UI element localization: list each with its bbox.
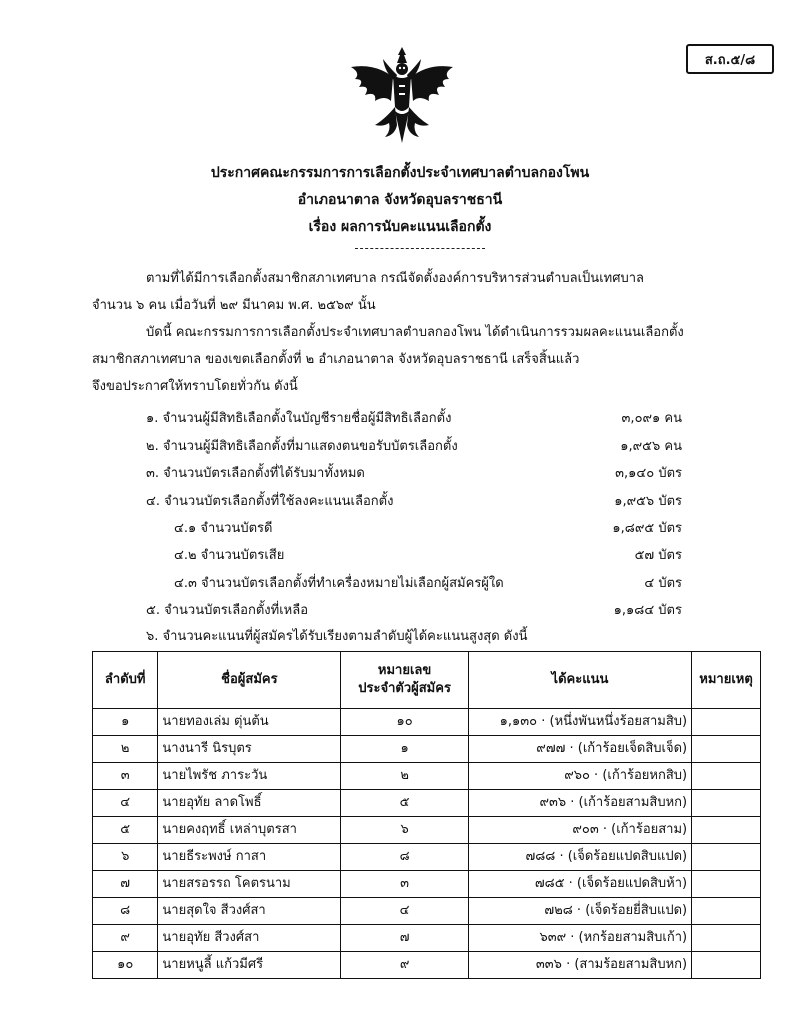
row-name: นายสุดใจ สีวงศ์สา [158, 898, 341, 925]
row-note [692, 898, 761, 925]
row-score: ๗๘๘ · (เจ็ดร้อยแปดสิบแปด) [468, 844, 691, 871]
table-row [93, 871, 761, 898]
row-no: ๑ [93, 709, 158, 736]
row-number: ๑๐ [341, 709, 468, 736]
results-table [92, 651, 761, 979]
row-score: ๙๐๓ · (เก้าร้อยสาม) [468, 817, 691, 844]
item-value: ๑,๙๕๖ คน [620, 439, 682, 454]
row-number: ๒ [341, 763, 468, 790]
row-note [692, 817, 761, 844]
item-label: ๖. จำนวนคะแนนที่ผู้สมัครได้รับเรียงตามลำดับผู้ได้คะแนนสูงสุด ดังนี้ [146, 629, 528, 644]
row-note [692, 790, 761, 817]
table-row [93, 898, 761, 925]
row-number: ๘ [341, 844, 468, 871]
row-no: ๘ [93, 898, 158, 925]
row-number: ๔ [341, 898, 468, 925]
garuda-emblem-icon [345, 45, 460, 147]
row-no: ๗ [93, 871, 158, 898]
item-label: ๑. จำนวนผู้มีสิทธิเลือกตั้งในบัญชีรายชื่อผู้มีสิทธิเลือกตั้ง [146, 411, 452, 426]
row-name: นายทองเล่ม ตุ่นต้น [158, 709, 341, 736]
item-value: ๑,๘๙๕ บัตร [612, 521, 682, 536]
item-label: ๕. จำนวนบัตรเลือกตั้งที่เหลือ [146, 603, 309, 618]
row-name: นายอุทัย ลาดโพธิ์ [158, 790, 341, 817]
row-score: ๖๓๙ · (หกร้อยสามสิบเก้า) [468, 925, 691, 952]
table-row [93, 736, 761, 763]
row-no: ๙ [93, 925, 158, 952]
row-number: ๖ [341, 817, 468, 844]
row-note [692, 709, 761, 736]
row-name: นายอุทัย สีวงศ์สา [158, 925, 341, 952]
table-row [93, 790, 761, 817]
item-value: ๕๗ บัตร [634, 548, 682, 563]
row-name: นายคงฤทธิ์ เหล่าบุตรสา [158, 817, 341, 844]
header-title-line-1: ประกาศคณะกรรมการการเลือกตั้งประจำเทศบาลตำบลกองโพน [210, 165, 590, 181]
row-no: ๖ [93, 844, 158, 871]
row-number: ๕ [341, 790, 468, 817]
item-label: ๔. จำนวนบัตรเลือกตั้งที่ใช้ลงคะแนนเลือกตั้ง [146, 494, 394, 509]
item-label: ๓. จำนวนบัตรเลือกตั้งที่ได้รับมาทั้งหมด [146, 466, 365, 481]
column-header-score: ได้คะแนน [468, 652, 691, 709]
row-score: ๗๒๘ · (เจ็ดร้อยยี่สิบแปด) [468, 898, 691, 925]
column-header-no: ลำดับที่ [93, 652, 158, 709]
row-note [692, 844, 761, 871]
table-row [93, 709, 761, 736]
row-score: ๙๗๗ · (เก้าร้อยเจ็ดสิบเจ็ด) [468, 736, 691, 763]
paragraph-2-line-3: จึงขอประกาศให้ทราบโดยทั่วกัน ดังนี้ [92, 379, 298, 394]
paragraph-1-line-1: ตามที่ได้มีการเลือกตั้งสมาชิกสภาเทศบาล กรณีจัดตั้งองค์การบริหารส่วนตำบลเป็นเทศบาล [146, 271, 644, 286]
item-value: ๓,๐๙๑ คน [621, 411, 682, 426]
row-number: ๗ [341, 925, 468, 952]
table-row [93, 952, 761, 979]
item-label: ๔.๓ จำนวนบัตรเลือกตั้งที่ทำเครื่องหมายไม่เลือกผู้สมัครผู้ใด [174, 576, 504, 591]
header-title-line-3: เรื่อง ผลการนับคะแนนเลือกตั้ง [308, 219, 492, 235]
item-value: ๑,๑๘๔ บัตร [613, 603, 682, 618]
table-row [93, 763, 761, 790]
row-number: ๑ [341, 736, 468, 763]
item-label: ๒. จำนวนผู้มีสิทธิเลือกตั้งที่มาแสดงตนขอรับบัตรเลือกตั้ง [146, 439, 458, 454]
row-number: ๓ [341, 871, 468, 898]
row-score: ๗๘๕ · (เจ็ดร้อยแปดสิบห้า) [468, 871, 691, 898]
table-row [93, 817, 761, 844]
row-name: นางนารี นิรบุตร [158, 736, 341, 763]
column-header-number [341, 652, 468, 709]
row-name: นายหนูลี้ แก้วมีศรี [158, 952, 341, 979]
column-header-note: หมายเหตุ [692, 652, 761, 709]
row-number: ๙ [341, 952, 468, 979]
row-note [692, 763, 761, 790]
row-no: ๑๐ [93, 952, 158, 979]
row-name: นายไพรัช ภาระวัน [158, 763, 341, 790]
header-separator [355, 248, 485, 249]
table-row [93, 925, 761, 952]
header-title-line-2: อำเภอนาตาล จังหวัดอุบลราชธานี [297, 192, 503, 208]
row-name: นายสรอรรถ โคตรนาม [158, 871, 341, 898]
column-header-name: ชื่อผู้สมัคร [158, 652, 341, 709]
column-header-number-line-1: หมายเลข [377, 663, 432, 678]
row-no: ๒ [93, 736, 158, 763]
paragraph-2-line-2: สมาชิกสภาเทศบาล ของเขตเลือกตั้งที่ ๒ อำเภอนาตาล จังหวัดอุบลราชธานี เสร็จสิ้นแล้ว [92, 352, 580, 367]
row-no: ๓ [93, 763, 158, 790]
row-note [692, 925, 761, 952]
row-score: ๓๓๖ · (สามร้อยสามสิบหก) [468, 952, 691, 979]
row-score: ๑,๑๓๐ · (หนึ่งพันหนึ่งร้อยสามสิบ) [468, 709, 691, 736]
row-note [692, 736, 761, 763]
row-note [692, 871, 761, 898]
row-score: ๙๓๖ · (เก้าร้อยสามสิบหก) [468, 790, 691, 817]
row-no: ๕ [93, 817, 158, 844]
item-value: ๔ บัตร [644, 576, 682, 591]
table-row [93, 844, 761, 871]
column-header-number-line-2: ประจำตัวผู้สมัคร [358, 681, 451, 696]
paragraph-1-line-2: จำนวน ๖ คน เมื่อวันที่ ๒๙ มีนาคม พ.ศ. ๒๕๖๙ นั้น [92, 298, 376, 313]
item-value: ๓,๑๔๐ บัตร [615, 466, 682, 481]
paragraph-2-line-1: บัดนี้ คณะกรรมการการเลือกตั้งประจำเทศบาลตำบลกองโพน ได้ดำเนินการรวมผลคะแนนเลือกตั้ง [146, 325, 684, 340]
item-value: ๑,๙๕๖ บัตร [614, 494, 682, 509]
row-score: ๙๖๐ · (เก้าร้อยหกสิบ) [468, 763, 691, 790]
document-code: ส.ถ.๕/๘ [704, 52, 756, 68]
table-header-row [93, 652, 761, 709]
row-name: นายธีระพงษ์ กาสา [158, 844, 341, 871]
document-code-box [686, 44, 774, 74]
row-note [692, 952, 761, 979]
item-label: ๔.๒ จำนวนบัตรเสีย [174, 548, 285, 563]
item-label: ๔.๑ จำนวนบัตรดี [174, 521, 273, 536]
row-no: ๔ [93, 790, 158, 817]
